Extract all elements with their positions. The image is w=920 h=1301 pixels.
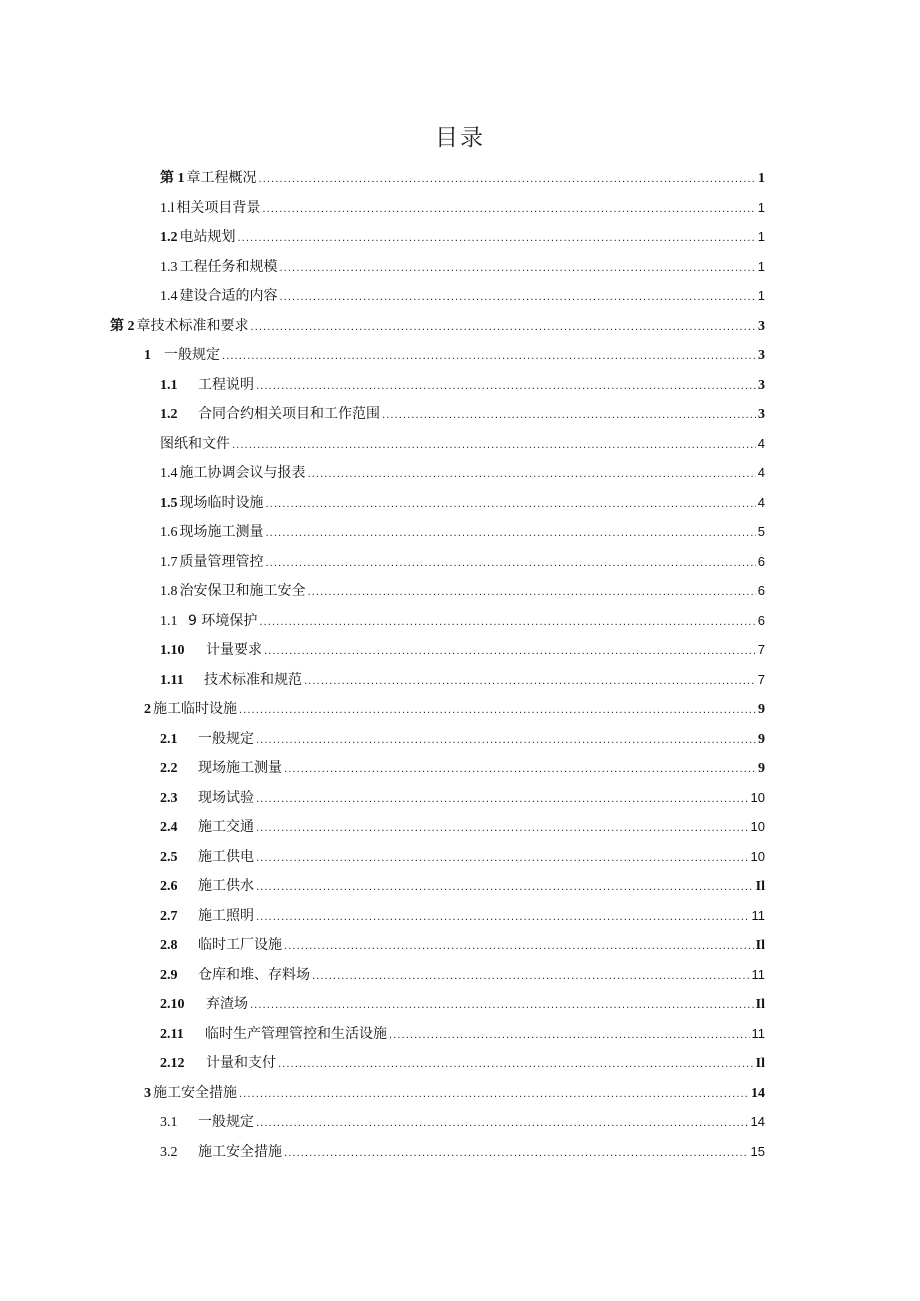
toc-entry-text: 一般规定 <box>198 1114 254 1130</box>
toc-entry-page: 6 <box>757 553 765 569</box>
toc-title: 目录 <box>435 125 485 151</box>
toc-entry-number: 2.2 <box>160 761 178 776</box>
toc-leader-dots <box>222 344 756 370</box>
toc-entry-text: 合同合约相关项目和工作范围 <box>198 406 380 422</box>
toc-entry-number: 1.l <box>160 200 175 216</box>
toc-leader-dots <box>256 787 749 813</box>
toc-entry-page: 4 <box>757 494 765 510</box>
toc-leader-dots <box>232 433 756 459</box>
toc-entry-number: 3.1 <box>160 1115 178 1130</box>
toc-entry-text: 施工供水 <box>198 878 254 894</box>
toc-leader-dots <box>284 934 754 960</box>
toc-leader-dots <box>308 462 756 488</box>
toc-leader-dots <box>266 551 756 577</box>
toc-leader-dots <box>250 993 754 1019</box>
toc-entry-number: 2.9 <box>160 967 178 983</box>
toc-leader-dots <box>389 1023 750 1049</box>
toc-entry-page: 6 <box>757 583 765 598</box>
toc-entry[interactable] <box>160 431 765 457</box>
toc-leader-dots <box>284 1141 749 1167</box>
toc-entry-page: Il <box>755 997 765 1012</box>
toc-entry-page: 1 <box>757 288 765 303</box>
toc-entry-text: 施工协调会议与报表 <box>179 465 306 481</box>
toc-entry-number: 第 1 <box>160 171 185 186</box>
toc-entry-text: 临时生产管理管控和生活设施 <box>205 1025 387 1042</box>
toc-entry-text: 现场施工测量 <box>198 760 282 776</box>
toc-entry-page: 7 <box>757 671 765 687</box>
toc-leader-dots <box>382 403 756 429</box>
toc-entry[interactable] <box>160 460 765 486</box>
toc-leader-dots <box>238 226 756 252</box>
toc-leader-dots <box>284 757 756 783</box>
toc-entry[interactable] <box>160 785 765 811</box>
toc-entry-page: 3 <box>758 377 765 393</box>
toc-entry[interactable] <box>160 490 765 516</box>
toc-entry-number: 2.11 <box>160 1026 184 1042</box>
toc-entry[interactable] <box>144 1080 765 1106</box>
toc-entry-page: 3 <box>758 407 765 422</box>
toc-entry-text: 工程说明 <box>198 376 254 393</box>
toc-entry-number: 1.1 <box>160 377 178 393</box>
toc-entry[interactable] <box>160 401 765 427</box>
toc-entry[interactable] <box>160 283 765 309</box>
toc-leader-dots <box>256 374 756 400</box>
toc-entry-text: 相关项目背景 <box>176 199 261 216</box>
toc-entry[interactable] <box>160 372 765 398</box>
toc-leader-dots <box>256 816 749 842</box>
toc-entry-number: 1.8 <box>160 584 178 599</box>
toc-entry-text: 一般规定 <box>198 730 254 747</box>
toc-entry[interactable] <box>110 313 765 339</box>
toc-leader-dots <box>239 698 756 724</box>
toc-entry-page: 14 <box>750 1114 765 1129</box>
toc-entry[interactable] <box>144 342 765 368</box>
toc-entry[interactable] <box>160 549 765 575</box>
toc-leader-dots <box>256 875 754 901</box>
toc-entry-text: 电站规划 <box>179 229 236 245</box>
toc-entry-text: 章技术标准和要求 <box>136 317 249 334</box>
toc-entry-page: 9 <box>758 731 765 747</box>
toc-entry-page: 11 <box>751 966 765 982</box>
toc-entry[interactable] <box>160 254 765 280</box>
toc-leader-dots <box>280 285 756 311</box>
toc-leader-dots <box>256 728 756 754</box>
toc-entry-page: 15 <box>750 1143 765 1159</box>
toc-leader-dots <box>256 905 750 931</box>
toc-entry-text: 一般规定 <box>164 347 220 363</box>
toc-entry-number: 2.4 <box>160 820 178 835</box>
toc-entry-number: 2.3 <box>160 790 178 806</box>
toc-entry-number: 2.6 <box>160 879 178 894</box>
toc-entry-page: 1 <box>757 199 765 215</box>
toc-entry[interactable] <box>160 991 765 1017</box>
toc-entry-text: 质量管理管控 <box>179 553 264 570</box>
toc-entry-page: 3 <box>758 348 765 363</box>
toc-entry-text: 工程任务和规模 <box>179 258 278 275</box>
toc-entry-number: 1.7 <box>160 554 178 570</box>
toc-entry[interactable] <box>160 873 765 899</box>
toc-entry-page: 7 <box>757 642 765 657</box>
toc-leader-dots <box>304 669 756 695</box>
toc-entry[interactable] <box>160 814 765 840</box>
toc-entry-number: 1.3 <box>160 259 178 275</box>
toc-entry-text: 计量和支付 <box>206 1055 276 1071</box>
toc-entry-number: 1.5 <box>160 495 178 511</box>
toc-entry-text: 计量要求 <box>206 642 262 658</box>
toc-entry-text: 建设合适的内容 <box>179 288 278 304</box>
toc-entry-number: 2.10 <box>160 997 185 1012</box>
toc-entry-number: 第 2 <box>110 318 135 334</box>
toc-entry-page: 14 <box>751 1085 765 1101</box>
toc-entry[interactable] <box>160 519 765 545</box>
toc-entry-text: 章工程概况 <box>186 170 257 186</box>
toc-entry-text: 弃渣场 <box>206 996 248 1012</box>
toc-leader-dots <box>256 846 749 872</box>
toc-leader-dots <box>278 1052 754 1078</box>
toc-entry-number: 1.4 <box>160 466 178 481</box>
toc-entry-page: 10 <box>750 789 765 805</box>
toc-entry[interactable] <box>160 637 765 663</box>
toc-entry-page: 1 <box>757 229 765 244</box>
toc-entry[interactable] <box>160 755 765 781</box>
toc-entry[interactable] <box>160 1109 765 1135</box>
toc-entry-number: 1.6 <box>160 525 178 540</box>
toc-leader-dots <box>308 580 756 606</box>
toc-entry-number: 2.1 <box>160 731 178 747</box>
toc-entry-number: 2.12 <box>160 1056 185 1071</box>
toc-entry-number: 1.10 <box>160 643 185 658</box>
toc-entry-number: 1.11 <box>160 672 184 688</box>
toc-leader-dots <box>312 964 750 990</box>
toc-leader-dots <box>239 1082 749 1108</box>
toc-leader-dots <box>262 197 755 223</box>
toc-entry[interactable] <box>160 1139 765 1165</box>
toc-leader-dots <box>259 167 757 193</box>
toc-leader-dots <box>251 315 757 341</box>
toc-entry-text: 技术标准和规范 <box>204 671 302 688</box>
toc-entry-page: Il <box>755 938 765 953</box>
toc-entry-page: 11 <box>751 907 765 923</box>
toc-entry-page: 1 <box>758 171 765 186</box>
toc-entry-page: 3 <box>758 318 765 334</box>
toc-entry-page: 10 <box>750 848 765 864</box>
toc-entry-number: 2.5 <box>160 849 178 865</box>
toc-leader-dots <box>256 1111 749 1137</box>
toc-entry-number: 2 <box>144 702 151 717</box>
toc-entry[interactable] <box>160 903 765 929</box>
toc-entry-text: 9 环境保护 <box>188 612 258 629</box>
toc-entry-page: 11 <box>751 1025 765 1041</box>
toc-entry-number: 3.2 <box>160 1144 178 1160</box>
toc-leader-dots <box>266 492 756 518</box>
toc-entry-number: 3 <box>144 1085 151 1101</box>
toc-entry-page: 10 <box>750 819 765 834</box>
toc-leader-dots <box>259 610 755 636</box>
toc-entry-text: 治安保卫和施工安全 <box>179 583 306 599</box>
toc-entry-page: Il <box>755 1056 765 1071</box>
toc-entry-number: 2.7 <box>160 908 178 924</box>
toc-entry-page: 9 <box>758 702 765 717</box>
toc-entry-text: 施工安全措施 <box>198 1143 282 1160</box>
toc-entry[interactable] <box>160 932 765 958</box>
toc-entry-text: 现场施工测量 <box>179 524 264 540</box>
toc-entry[interactable] <box>160 1021 765 1047</box>
toc-entry[interactable] <box>160 224 765 250</box>
toc-leader-dots <box>280 256 756 282</box>
toc-entry[interactable] <box>144 696 765 722</box>
toc-entry[interactable] <box>160 1050 765 1076</box>
toc-entry[interactable] <box>160 962 765 988</box>
toc-entry[interactable] <box>160 195 765 221</box>
toc-entry-page: 9 <box>758 761 765 776</box>
toc-entry-page: 4 <box>757 465 765 480</box>
toc-entry-text: 图纸和文件 <box>160 435 230 452</box>
toc-entry-text: 现场试验 <box>198 789 254 806</box>
toc-entry-number: 1 <box>144 348 151 363</box>
toc-entry-text: 施工照明 <box>198 907 254 924</box>
toc-entry-number: 1.1 <box>160 613 178 629</box>
toc-entry-page: 5 <box>757 524 765 539</box>
toc-entry[interactable] <box>160 726 765 752</box>
toc-entry-number: 2.8 <box>160 938 178 953</box>
toc-entry-number: 1.2 <box>160 407 178 422</box>
toc-entry[interactable] <box>160 844 765 870</box>
toc-entry[interactable] <box>160 667 765 693</box>
toc-entry-number: 1.4 <box>160 289 178 304</box>
toc-entry-page: Il <box>755 879 765 894</box>
toc-leader-dots <box>264 639 756 665</box>
toc-entry-text: 临时工厂设施 <box>198 937 282 953</box>
toc-entry-page: 1 <box>757 258 765 274</box>
toc-entry-text: 施工供电 <box>198 848 254 865</box>
toc-entry-text: 施工安全措施 <box>153 1084 237 1101</box>
toc-entry-text: 仓库和堆、存料场 <box>198 966 310 983</box>
toc-entry[interactable] <box>160 608 765 634</box>
toc-entry-page: 6 <box>757 612 765 628</box>
toc-entry[interactable] <box>160 578 765 604</box>
toc-entry-text: 施工临时设施 <box>153 701 237 717</box>
toc-entry-number: 1.2 <box>160 230 178 245</box>
toc-entry-page: 4 <box>757 435 765 451</box>
toc-entry-text: 施工交通 <box>198 819 254 835</box>
toc-leader-dots <box>266 521 756 547</box>
toc-entry[interactable] <box>160 165 765 191</box>
toc-entry-text: 现场临时设施 <box>179 494 264 511</box>
